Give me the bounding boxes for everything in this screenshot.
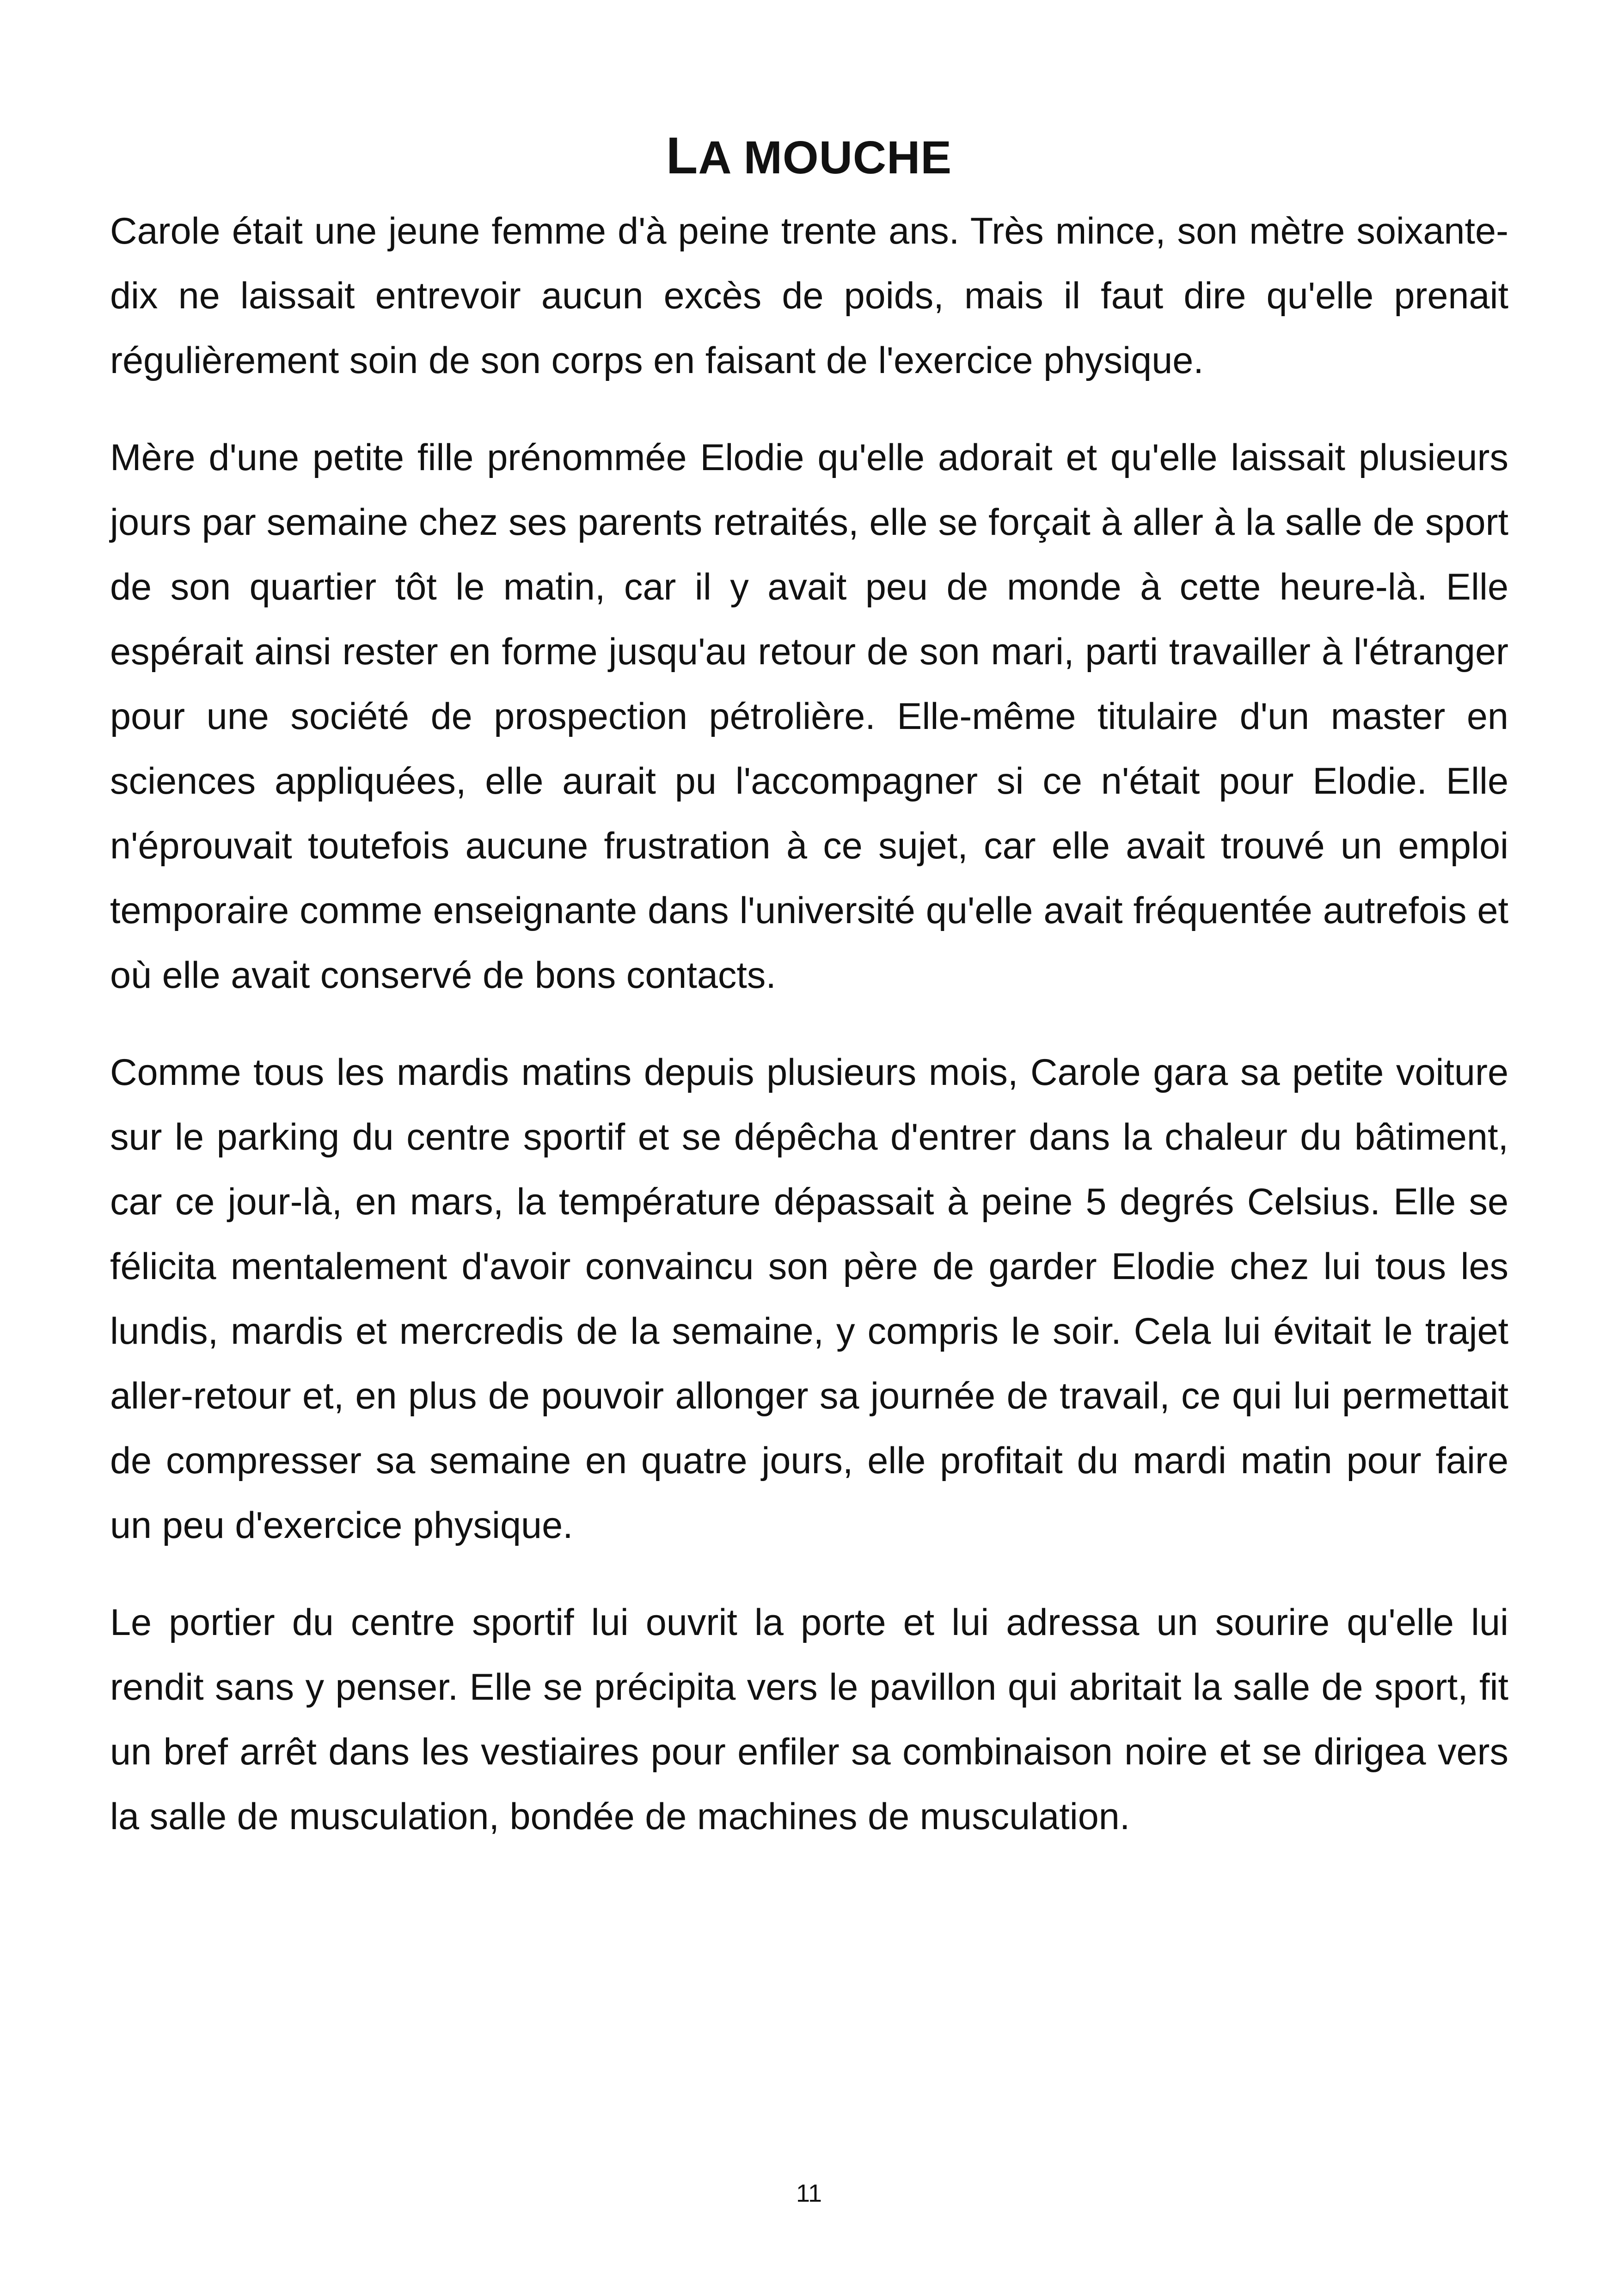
paragraph-3: Comme tous les mardis matins depuis plusieurs mois, Carole gara sa petite voiture sur le parking du centre sportif et se dépêcha d'entrer dans la chaleur du bâtiment, car ce jour-là, en mars, la température dépassait à peine 5 degrés Celsius. Elle se félicita mentalement d'avoir convaincu son père de garder Elodie chez lui tous les lundis, mardis et mercredis de la semaine, y compris le soir. Cela lui évitait le trajet aller-retour et, en plus de pouvoir allonger sa journée de travail, ce qui lui permettait de compresser sa semaine en quatre jours, elle profitait du mardi matin pour faire un peu d'exercice physique.	[110, 1052, 1508, 1546]
paragraph-4: Le portier du centre sportif lui ouvrit la porte et lui adressa un sourire qu'elle lui rendit sans y penser. Elle se précipita vers le pavillon qui abritait la salle de sport, fit un bref arrêt dans les vestiaires pour enfiler sa combinaison noire et se dirigea vers la salle de musculation, bondée de machines de musculation.	[110, 1602, 1508, 1837]
page-number: 11	[796, 2180, 822, 2207]
chapter-text	[110, 199, 1508, 1849]
chapter-title	[0, 126, 1618, 188]
chapter-title-rest: A MOUCHE	[698, 132, 952, 184]
paragraph-1: Carole était une jeune femme d'à peine trente ans. Très mince, son mètre soixante-dix ne laissait entrevoir aucun excès de poids, mais il faut dire qu'elle prenait régulièrement soin de son corps en faisant de l'exercice physique.	[110, 210, 1508, 381]
chapter-title-initial: L	[666, 127, 699, 184]
paragraph-2: Mère d'une petite fille prénommée Elodie qu'elle adorait et qu'elle laissait plusieurs jours par semaine chez ses parents retraités, elle se forçait à aller à la salle de sport de son quartier tôt le matin, car il y avait peu de monde à cette heure-là. Elle espérait ainsi rester en forme jusqu'au retour de son mari, parti travailler à l'étranger pour une société de prospection pétrolière. Elle-même titulaire d'un master en sciences appliquées, elle aurait pu l'accompagner si ce n'était pour Elodie. Elle n'éprouvait toutefois aucune frustration à ce sujet, car elle avait trouvé un emploi temporaire comme enseignante dans l'université qu'elle avait fréquentée autrefois et où elle avait conservé de bons contacts.	[110, 437, 1508, 996]
